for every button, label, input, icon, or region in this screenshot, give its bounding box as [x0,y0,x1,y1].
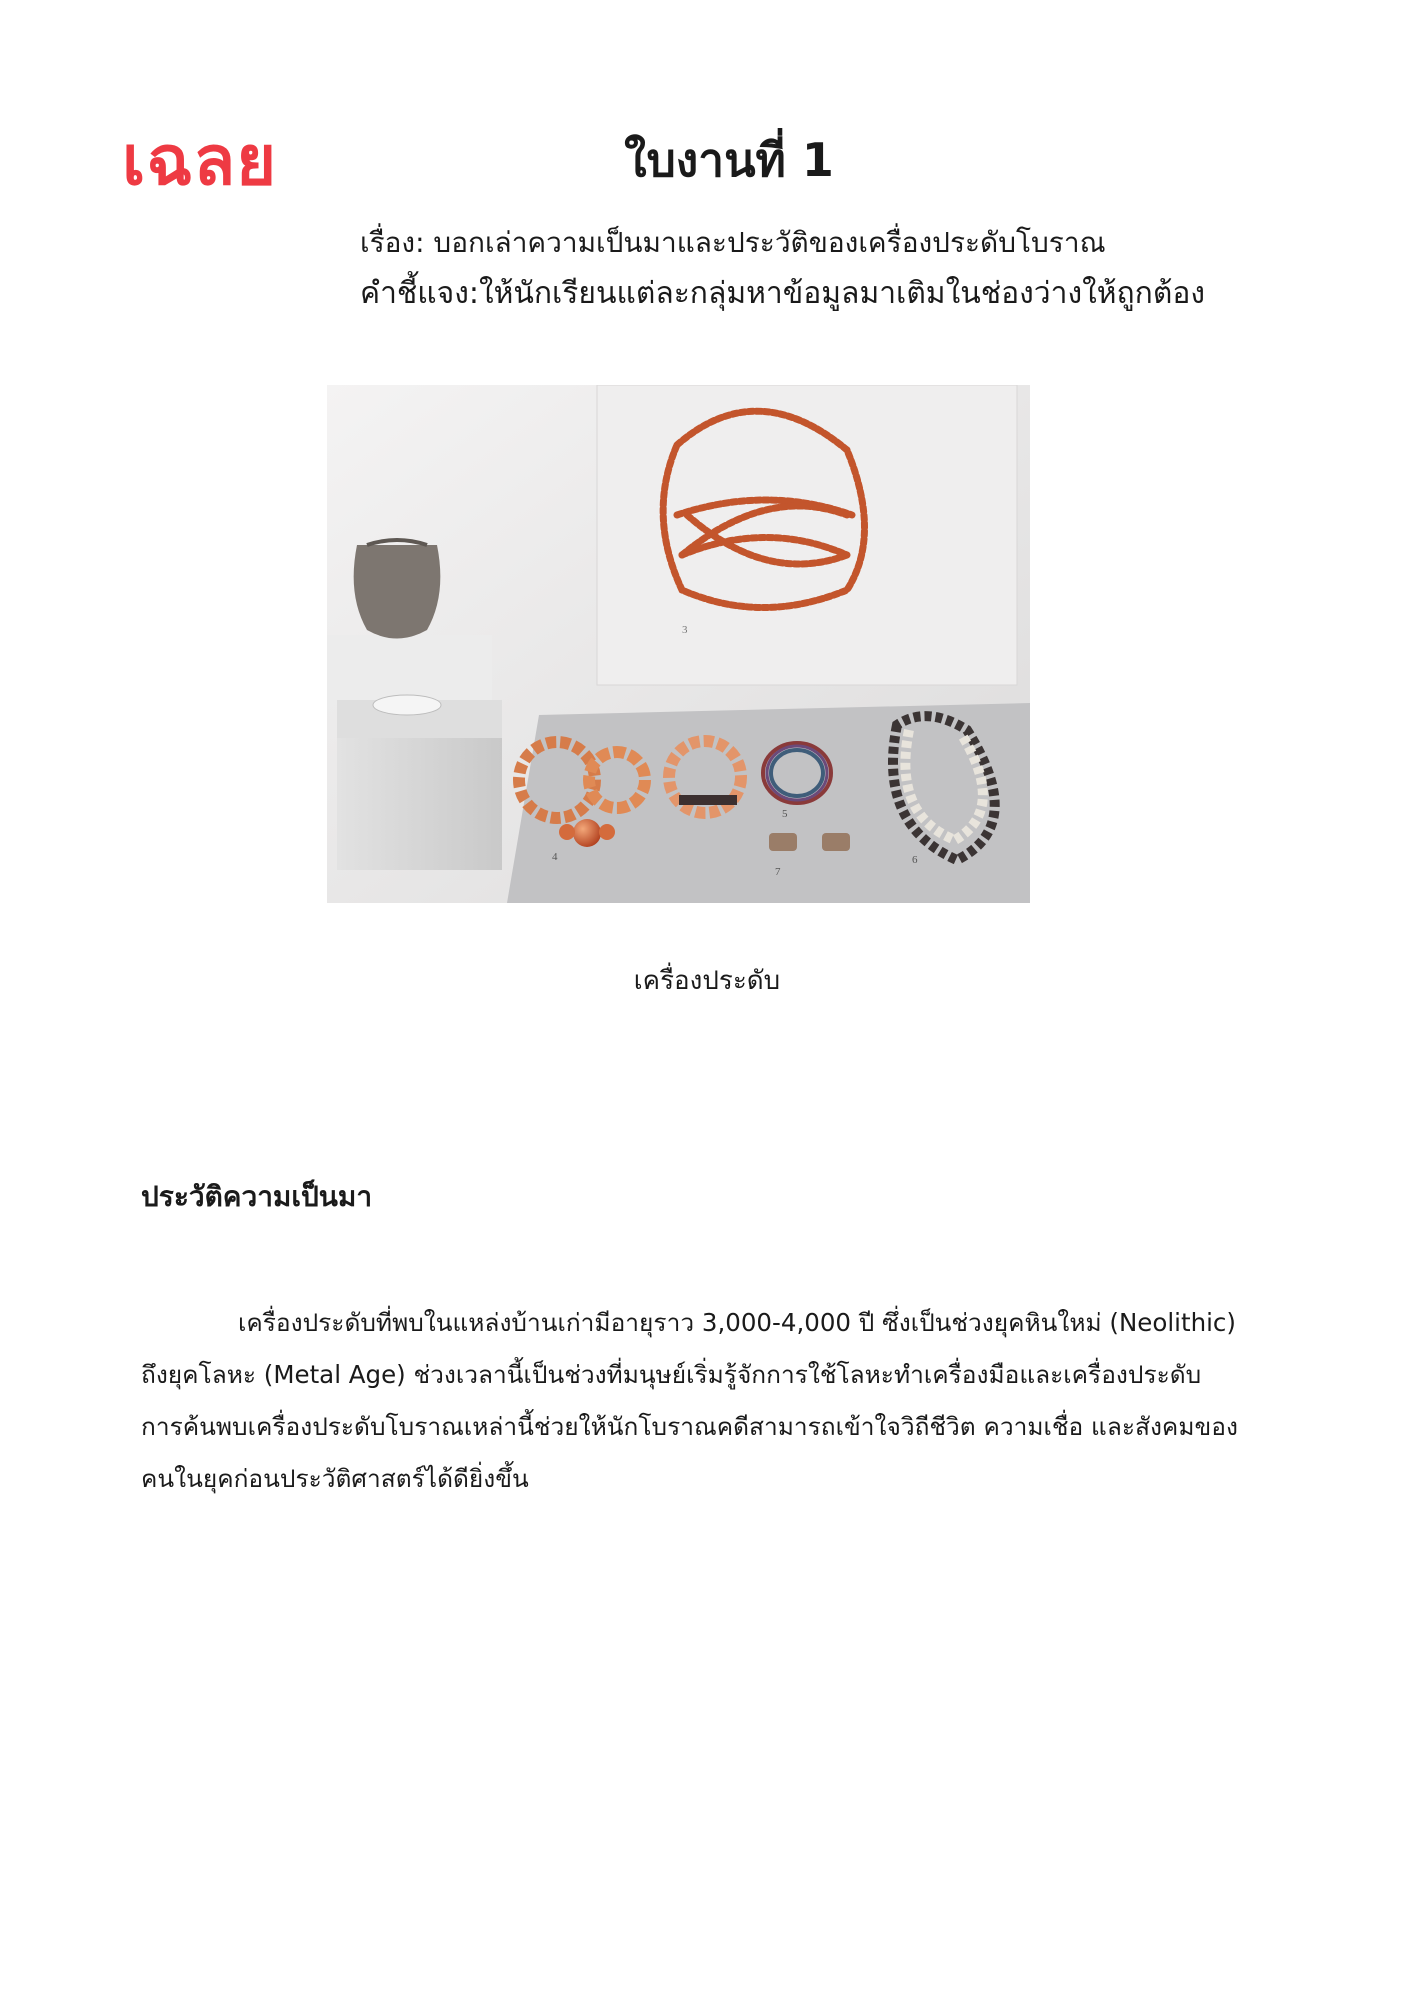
paragraph-line: การค้นพบเครื่องประดับโบราณเหล่านี้ช่วยให้นักโบราณคดีสามารถเข้าใจวิถีชีวิต ความเชื่อ และสังคมของ [141,1412,1238,1441]
exhibit-label-4: 4 [552,851,558,863]
worksheet-topic: เรื่อง: บอกเล่าความเป็นมาและประวัติของเครื่องประดับโบราณ [360,226,1106,259]
worksheet-title: ใบงานที่ 1 [624,133,834,187]
paragraph-line: เครื่องประดับที่พบในแหล่งบ้านเก่ามีอายุราว 3,000-4,000 ปี ซึ่งเป็นช่วงยุคหินใหม่ (Neolithic) [238,1308,1236,1337]
exhibit-label-3: 3 [682,624,688,636]
worksheet-instruction: คำชี้แจง:ให้นักเรียนแต่ละกลุ่มหาข้อมูลมาเติมในช่องว่างให้ถูกต้อง [360,276,1205,311]
jewelry-display-photo [327,385,1030,903]
paragraph-line: ถึงยุคโลหะ (Metal Age) ช่วงเวลานี้เป็นช่วงที่มนุษย์เริ่มรู้จักการใช้โลหะทำเครื่องมือและเครื่องประดับ [141,1360,1202,1389]
history-paragraph [141,1297,1238,1505]
photo-caption: เครื่องประดับ [633,966,781,996]
exhibit-label-7: 7 [775,866,781,878]
paragraph-line: คนในยุคก่อนประวัติศาสตร์ได้ดียิ่งขึ้น [141,1464,529,1493]
exhibit-label-5: 5 [782,808,788,820]
answer-key-label: เฉลย [122,122,278,201]
exhibit-label-6: 6 [912,854,918,866]
section-heading: ประวัติความเป็นมา [141,1180,373,1213]
